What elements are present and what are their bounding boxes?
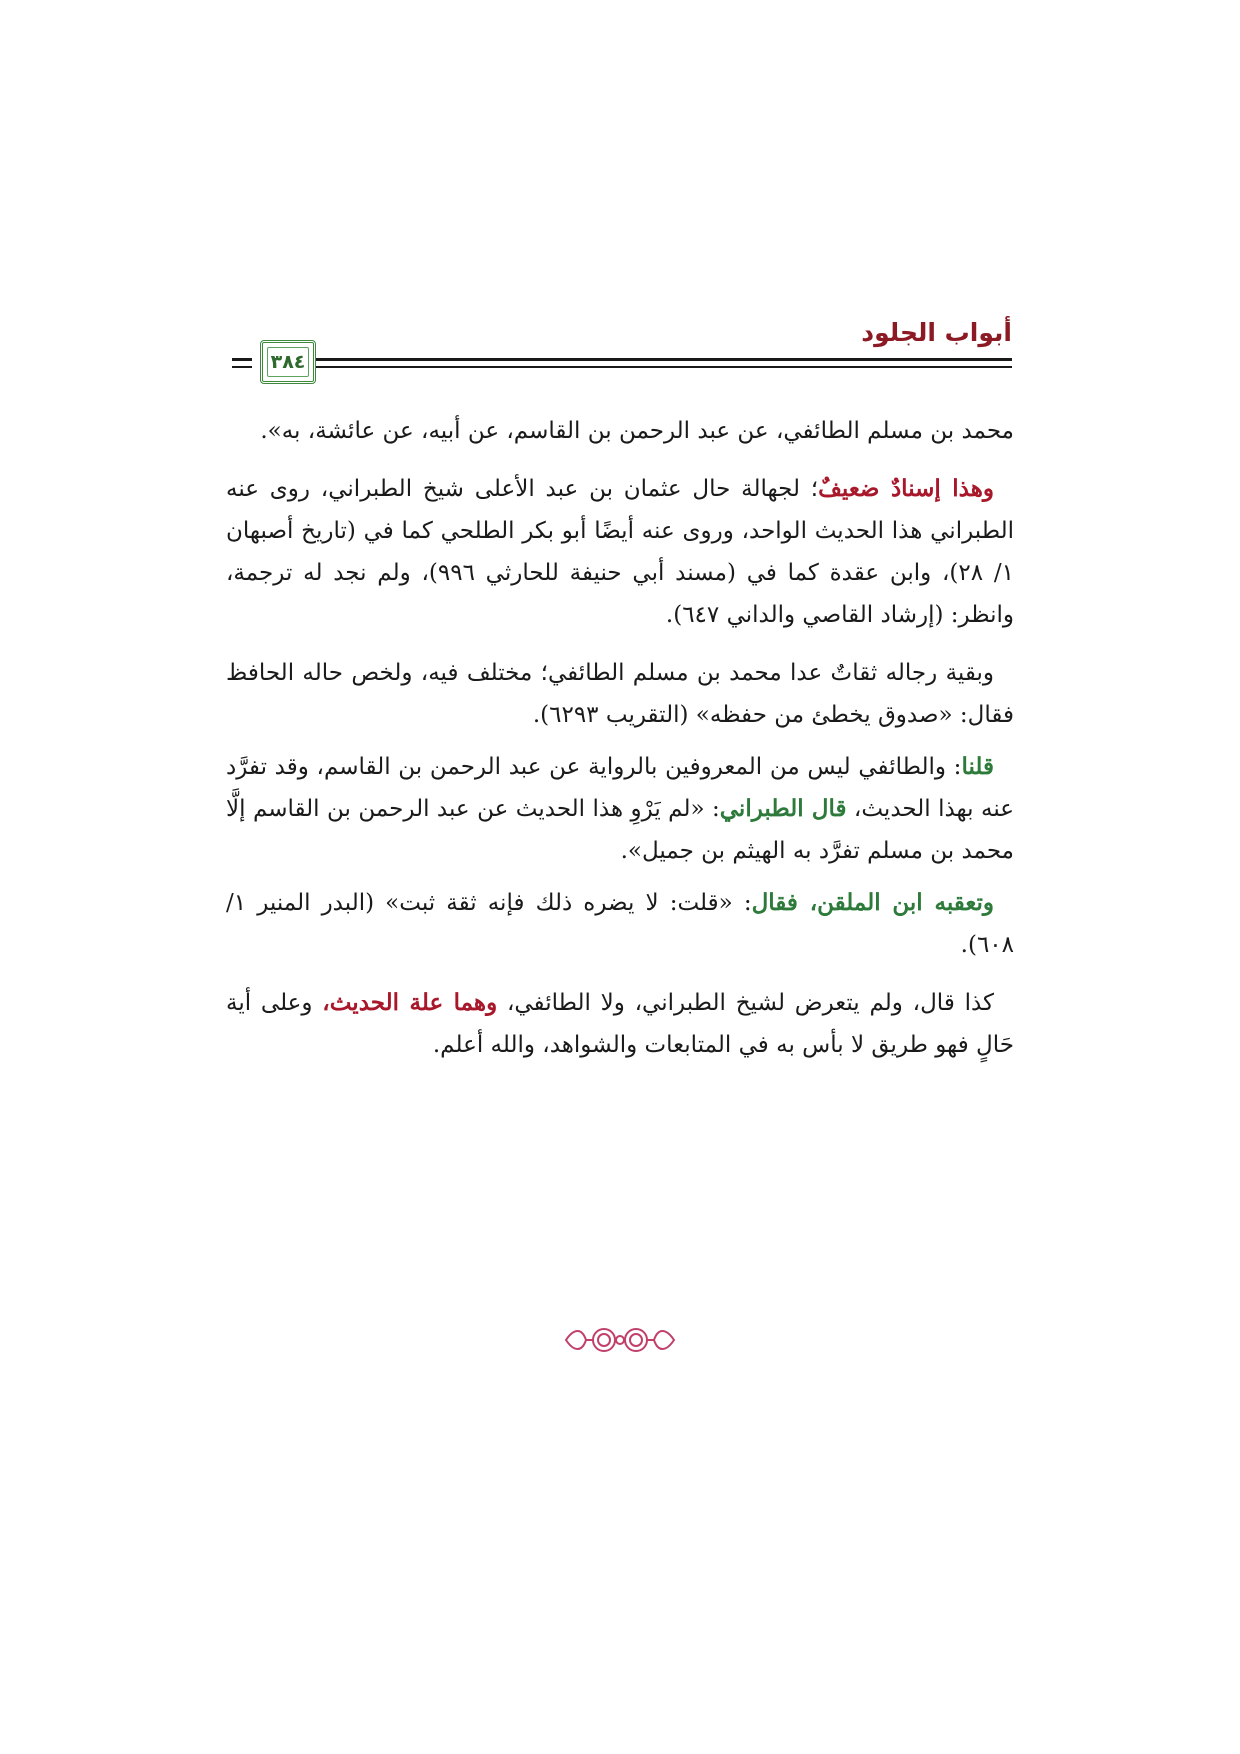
paragraph-4-text-2: : «لم يَرْوِ هذا الحديث عن عبد الرحمن بن القاسم إلَّا محمد بن مسلم تفرَّد به الهيثم بن جميل». (226, 796, 1014, 864)
page-header (232, 318, 1012, 390)
paragraph-2-text: ؛ لجهالة حال عثمان بن عبد الأعلى شيخ الطبراني، روى عنه الطبراني هذا الحديث الواحد، وروى عنه أيضًا أبو بكر الطلحي كما في (تاريخ أصبهان ١/ ٢٨)، وابن عقدة كما في (مسند أبي حنيفة للحارثي ٩٩٦)، ولم نجد له ترجمة، وانظر: (إرشاد القاصي والداني ٦٤٧). (226, 476, 1015, 628)
paragraph-5 (226, 882, 1014, 966)
header-rule-thin (300, 366, 1012, 368)
paragraph-1 (226, 410, 1014, 452)
header-rule-left-thin (232, 366, 252, 368)
paragraph-3-text: وبقية رجاله ثقاتٌ عدا محمد بن مسلم الطائفي؛ مختلف فيه، ولخص حاله الحافظ فقال: «صدوق يخطئ من حفظه» (التقريب ٦٢٩٣). (226, 660, 1014, 728)
ibn-mulaqqin-label: وتعقبه ابن الملقن، فقال (751, 889, 994, 916)
chapter-title: أبواب الجلود (861, 318, 1012, 347)
paragraph-6-text-1: كذا قال، ولم يتعرض لشيخ الطبراني، ولا الطائفي، (497, 990, 995, 1016)
paragraph-4 (226, 746, 1014, 872)
page-body (226, 410, 1014, 1082)
page-number: ٣٨٤ (270, 351, 306, 373)
header-rule-thick (300, 358, 1012, 361)
paragraph-6 (226, 982, 1014, 1066)
weak-chain-label: وهذا إسنادٌ ضعيفٌ (818, 475, 994, 502)
header-rule-left-thick (232, 358, 252, 361)
hadith-defect-label: وهما علة الحديث، (322, 989, 498, 1016)
qulna-label: قلنا (961, 753, 994, 780)
paragraph-4-text-1: : والطائفي ليس من المعروفين بالرواية عن عبد الرحمن بن القاسم، وقد تفرَّد عنه بهذا الحديث، (226, 754, 1014, 822)
paragraph-1-text: محمد بن مسلم الطائفي، عن عبد الرحمن بن القاسم، عن أبيه، عن عائشة، به». (260, 418, 1014, 444)
section-end-ornament-icon (560, 1320, 680, 1360)
tabarani-label: قال الطبراني (719, 795, 847, 822)
paragraph-6-text-2: وعلى أية حَالٍ فهو طريق لا بأس به في المتابعات والشواهد، والله أعلم. (226, 990, 1014, 1058)
paragraph-3 (226, 652, 1014, 736)
paragraph-2 (226, 468, 1014, 636)
paragraph-5-text: : «قلت: لا يضره ذلك فإنه ثقة ثبت» (البدر المنير ١/ ٦٠٨). (226, 890, 1014, 958)
page-number-frame (260, 340, 316, 384)
